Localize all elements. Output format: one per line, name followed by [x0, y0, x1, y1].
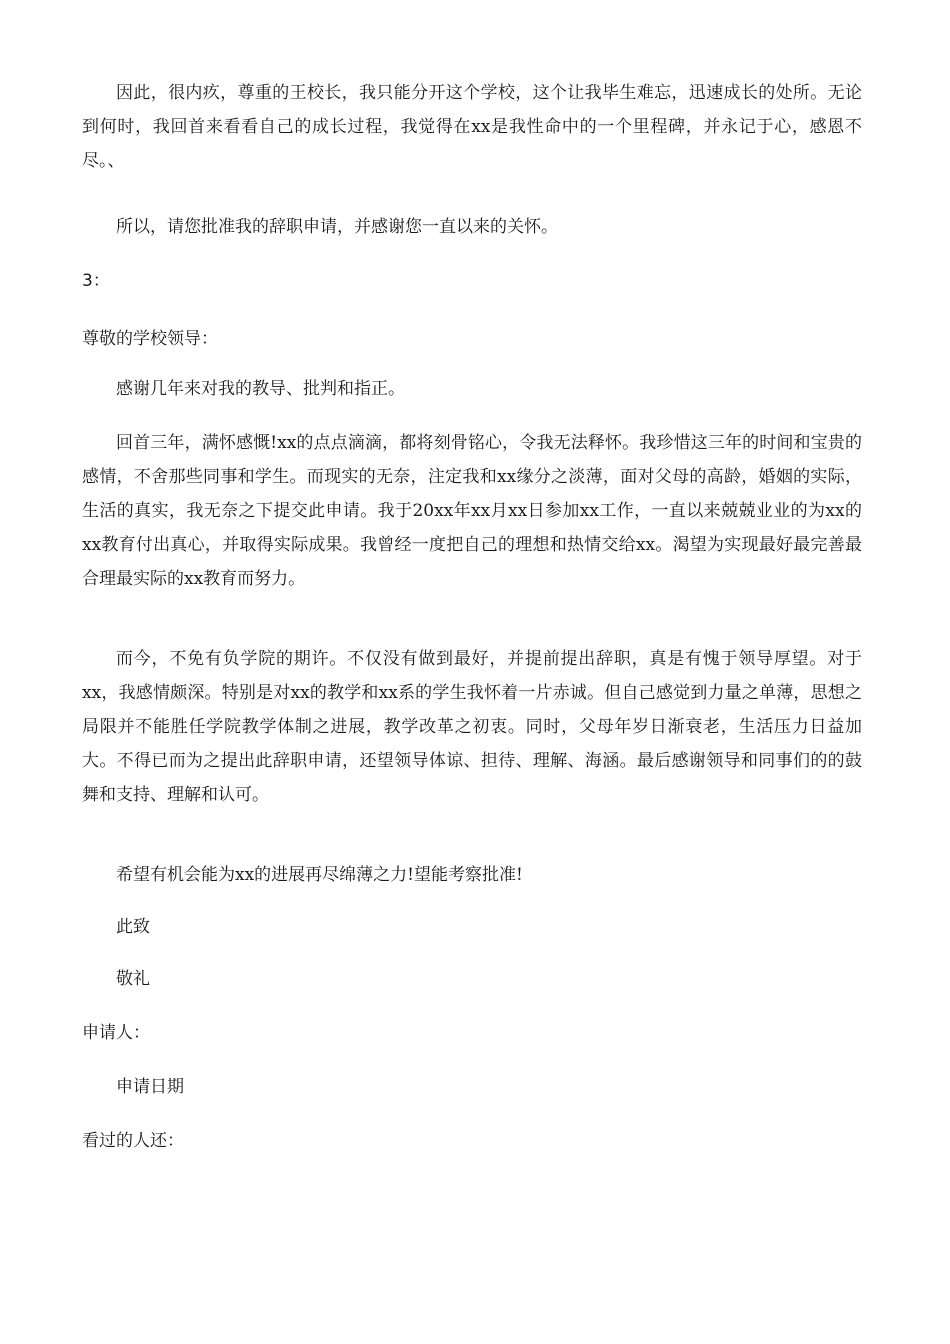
application-date-label: 申请日期	[116, 1077, 184, 1097]
salutation: 尊敬的学校领导：	[82, 329, 218, 349]
paragraph-thanks: 感谢几年来对我的教导、批判和指正。	[116, 379, 405, 399]
closing-salute: 此致	[116, 917, 150, 937]
paragraph-approval-request: 所以，请您批准我的辞职申请，并感谢您一直以来的关怀。	[116, 217, 558, 237]
applicant-label: 申请人：	[82, 1023, 150, 1043]
section-number: 3：	[82, 271, 110, 291]
paragraph-reflection: 回首三年，满怀感慨!xx的点点滴滴，都将刻骨铭心，令我无法释怀。我珍惜这三年的时间和宝贵的感情，不舍那些同事和学生。而现实的无奈，注定我和xx缘分之淡薄，面对父母的高龄，婚姻的实际，生活的真实，我无奈之下提交此申请。我于20xx年xx月xx日参加xx工作，一直以来兢兢业业的为xx的xx教育付出真心，并取得实际成果。我曾经一度把自己的理想和热情交给xx。渴望为实现最好最完善最合理最实际的xx教育而努力。	[82, 433, 862, 589]
paragraph-reason: 而今，不免有负学院的期许。不仅没有做到最好，并提前提出辞职，真是有愧于领导厚望。对于xx，我感情颇深。特别是对xx的教学和xx系的学生我怀着一片赤诚。但自己感觉到力量之单薄，思想之局限并不能胜任学院教学体制之进展，教学改革之初衷。同时，父母年岁日渐衰老，生活压力日益加大。不得已而为之提出此辞职申请，还望领导体谅、担待、理解、海涵。最后感谢领导和同事们的的鼓舞和支持、理解和认可。	[82, 649, 862, 805]
closing-regards: 敬礼	[116, 969, 150, 989]
paragraph-hope: 希望有机会能为xx的进展再尽绵薄之力!望能考察批准!	[116, 865, 523, 885]
footer-related-label: 看过的人还：	[82, 1131, 184, 1151]
paragraph-apology: 因此，很内疚，尊重的王校长，我只能分开这个学校，这个让我毕生难忘，迅速成长的处所。无论到何时，我回首来看看自己的成长过程，我觉得在xx是我性命中的一个里程碑，并永记于心，感恩不尽。、	[82, 83, 862, 171]
